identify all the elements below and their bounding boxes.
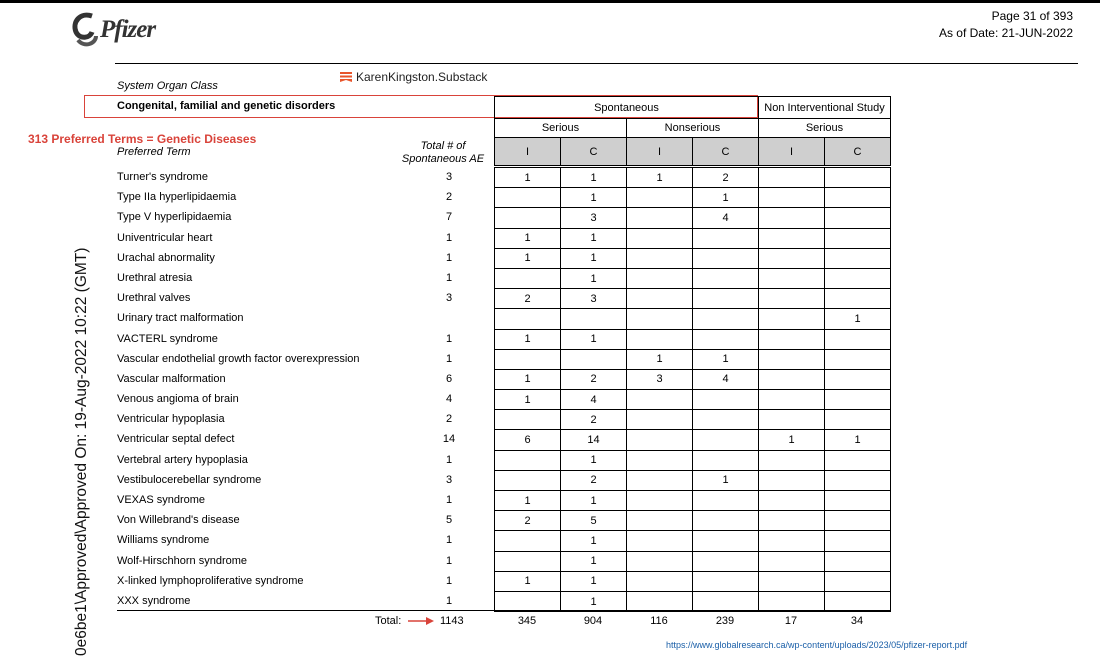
total-nis-c: 34 (850, 615, 864, 627)
count-cell (759, 349, 825, 369)
count-cell (627, 470, 693, 490)
count-cell: 2 (495, 511, 561, 531)
count-cell (693, 309, 759, 329)
col-i-header: I (495, 138, 561, 166)
count-cell: 1 (495, 491, 561, 511)
count-cell (825, 168, 891, 188)
preferred-term: Urethral valves (117, 292, 191, 305)
count-cell: 1 (495, 248, 561, 268)
pfizer-swirl-icon (70, 10, 100, 50)
col-i-header: I (627, 138, 693, 166)
substack-icon (340, 72, 352, 82)
count-cell (495, 531, 561, 551)
term-total: 4 (445, 393, 453, 406)
count-cell (759, 248, 825, 268)
watermark (340, 70, 487, 84)
header-table (494, 96, 891, 166)
count-cell: 1 (495, 329, 561, 349)
serious-header-2: Serious (759, 119, 891, 138)
count-cell: 1 (495, 369, 561, 389)
col-i-header: I (759, 138, 825, 166)
soc-label: System Organ Class (117, 80, 218, 92)
count-cell (693, 591, 759, 611)
count-cell: 1 (561, 248, 627, 268)
preferred-term: Ventricular hypoplasia (117, 413, 225, 426)
count-cell (825, 571, 891, 591)
table-row (495, 591, 891, 611)
count-cell (825, 591, 891, 611)
total-rule (117, 610, 890, 611)
count-cell: 2 (561, 410, 627, 430)
count-cell (627, 208, 693, 228)
count-cell: 1 (693, 188, 759, 208)
pfizer-logo (70, 4, 180, 56)
table-row (495, 571, 891, 591)
count-cell (627, 410, 693, 430)
count-cell (759, 268, 825, 288)
table-row (495, 470, 891, 490)
preferred-term: XXX syndrome (117, 594, 191, 607)
count-cell (627, 430, 693, 450)
term-total: 1 (445, 231, 453, 244)
count-cell: 4 (693, 369, 759, 389)
count-cell (693, 430, 759, 450)
total-nis-i: 17 (784, 615, 798, 627)
table-row (495, 430, 891, 450)
count-cell: 6 (495, 430, 561, 450)
total-row (0, 612, 1100, 632)
count-cell (495, 268, 561, 288)
total-label-line1: Total # of (420, 140, 466, 152)
table-row (495, 551, 891, 571)
table-row (495, 248, 891, 268)
count-cell (693, 228, 759, 248)
table-row (495, 168, 891, 188)
preferred-term: Univentricular heart (117, 231, 213, 244)
count-cell (495, 410, 561, 430)
total-nonserious-c: 239 (715, 615, 735, 627)
count-cell: 4 (561, 390, 627, 410)
count-cell (825, 228, 891, 248)
count-cell (627, 268, 693, 288)
count-cell (759, 390, 825, 410)
total-nonserious-i: 116 (650, 615, 668, 627)
count-cell (495, 349, 561, 369)
count-cell (825, 410, 891, 430)
term-total: 2 (445, 191, 453, 204)
count-cell: 1 (561, 268, 627, 288)
count-cell (693, 551, 759, 571)
table-row (495, 228, 891, 248)
count-cell: 3 (561, 289, 627, 309)
table-row (495, 410, 891, 430)
table-row (495, 390, 891, 410)
count-cell (495, 208, 561, 228)
count-cell (759, 491, 825, 511)
count-cell (693, 390, 759, 410)
count-cell (759, 168, 825, 188)
term-total: 1 (445, 251, 453, 264)
count-cell (759, 309, 825, 329)
count-cell (627, 390, 693, 410)
total-serious-i: 345 (517, 615, 537, 627)
logo-text: Pfizer (100, 16, 156, 43)
count-cell (825, 369, 891, 389)
count-cell (627, 188, 693, 208)
table-row (495, 309, 891, 329)
table-row (495, 369, 891, 389)
preferred-term: Vascular malformation (117, 372, 226, 385)
count-cell: 1 (561, 168, 627, 188)
term-total: 6 (445, 372, 453, 385)
count-cell (825, 329, 891, 349)
count-cell (627, 551, 693, 571)
term-total: 1 (445, 453, 453, 466)
count-cell (627, 309, 693, 329)
header-rule (115, 63, 1078, 64)
preferred-term: Type V hyperlipidaemia (117, 211, 232, 224)
count-cell (627, 491, 693, 511)
total-label: Total: (375, 615, 402, 627)
page-info (939, 8, 1073, 42)
table-row (495, 208, 891, 228)
preferred-term: Ventricular septal defect (117, 433, 235, 446)
table-row (495, 268, 891, 288)
count-cell (759, 208, 825, 228)
preferred-term-label: Preferred Term (117, 146, 191, 158)
count-cell: 3 (561, 208, 627, 228)
count-cell (693, 248, 759, 268)
watermark-text: KarenKingston.Substack (356, 70, 488, 84)
count-cell (495, 591, 561, 611)
table-row (495, 329, 891, 349)
annotation-note: 313 Preferred Terms = Genetic Diseases (28, 132, 257, 146)
count-cell: 3 (627, 369, 693, 389)
preferred-term: Williams syndrome (117, 534, 210, 547)
count-cell: 1 (561, 591, 627, 611)
table-row (495, 491, 891, 511)
preferred-term: X-linked lymphoproliferative syndrome (117, 574, 304, 587)
col-c-header: C (561, 138, 627, 166)
preferred-term: Vascular endothelial growth factor overexpression (117, 352, 360, 365)
count-cell (825, 349, 891, 369)
count-cell (627, 591, 693, 611)
preferred-term: Urachal abnormality (117, 251, 215, 264)
count-cell: 1 (495, 571, 561, 591)
top-rule (0, 0, 1100, 3)
count-cell (825, 491, 891, 511)
preferred-term: Venous angioma of brain (117, 393, 239, 406)
term-total: 3 (445, 171, 453, 183)
count-cell (825, 289, 891, 309)
preferred-term: Von Willebrand's disease (117, 514, 240, 527)
non-interventional-header: Non Interventional Study (759, 97, 891, 119)
preferred-term: Type IIa hyperlipidaemia (117, 191, 237, 204)
count-cell (627, 571, 693, 591)
count-cell: 1 (627, 349, 693, 369)
count-cell (825, 268, 891, 288)
count-cell (759, 511, 825, 531)
count-cell (825, 188, 891, 208)
as-of-date: As of Date: 21-JUN-2022 (938, 26, 1073, 40)
category-title: Congenital, familial and genetic disorders (117, 100, 336, 112)
count-cell (627, 289, 693, 309)
count-cell (627, 248, 693, 268)
count-cell (825, 551, 891, 571)
count-cell: 1 (627, 168, 693, 188)
count-cell: 1 (693, 470, 759, 490)
count-cell (627, 228, 693, 248)
count-cell (627, 450, 693, 470)
count-cell (495, 450, 561, 470)
count-cell (627, 511, 693, 531)
count-cell: 2 (561, 470, 627, 490)
count-cell (759, 531, 825, 551)
arrow-right-icon (408, 616, 434, 626)
count-cell (693, 268, 759, 288)
count-cell: 1 (693, 349, 759, 369)
term-total: 1 (445, 352, 453, 365)
page-number: Page 31 of 393 (991, 9, 1073, 23)
col-c-header: C (693, 138, 759, 166)
count-cell: 2 (495, 289, 561, 309)
count-cell (759, 188, 825, 208)
count-cell: 1 (561, 491, 627, 511)
table-row (495, 349, 891, 369)
term-total: 5 (445, 514, 453, 527)
count-cell: 1 (561, 329, 627, 349)
count-cell (825, 531, 891, 551)
table-row (495, 511, 891, 531)
preferred-term: Urinary tract malformation (117, 312, 244, 325)
count-cell: 1 (825, 430, 891, 450)
count-cell (693, 491, 759, 511)
count-cell: 4 (693, 208, 759, 228)
count-cell (495, 188, 561, 208)
count-cell (693, 571, 759, 591)
count-cell (561, 349, 627, 369)
count-cell (759, 369, 825, 389)
count-cell: 1 (561, 188, 627, 208)
count-cell (495, 309, 561, 329)
count-cell: 2 (561, 369, 627, 389)
count-cell: 1 (561, 531, 627, 551)
count-cell: 1 (561, 228, 627, 248)
count-cell (825, 511, 891, 531)
count-cell: 1 (561, 571, 627, 591)
count-cell: 5 (561, 511, 627, 531)
count-cell (759, 571, 825, 591)
term-total: 1 (445, 494, 453, 506)
count-cell: 14 (561, 430, 627, 450)
preferred-term: Urethral atresia (117, 271, 193, 284)
preferred-term: Wolf-Hirschhorn syndrome (117, 554, 248, 567)
term-total: 1 (445, 534, 453, 547)
count-cell (825, 208, 891, 228)
total-label-line2: Spontaneous AE (401, 153, 485, 165)
term-total: 1 (445, 574, 453, 587)
count-cell: 1 (561, 551, 627, 571)
serious-header: Serious (495, 119, 627, 138)
count-cell: 1 (561, 450, 627, 470)
count-cell: 1 (495, 390, 561, 410)
count-cell (561, 309, 627, 329)
preferred-term: Vestibulocerebellar syndrome (117, 473, 262, 486)
term-total: 14 (442, 433, 456, 446)
count-cell (759, 470, 825, 490)
count-cell: 1 (495, 228, 561, 248)
count-cell (825, 450, 891, 470)
preferred-term: Vertebral artery hypoplasia (117, 453, 248, 466)
term-total: 1 (445, 271, 453, 284)
count-cell: 1 (495, 168, 561, 188)
count-cell (825, 248, 891, 268)
count-cell (759, 410, 825, 430)
count-cell (759, 329, 825, 349)
table-row (495, 188, 891, 208)
count-cell (693, 329, 759, 349)
count-cell (759, 551, 825, 571)
count-cell (495, 470, 561, 490)
table-row (495, 450, 891, 470)
source-url: https://www.globalresearch.ca/wp-content/uploads/2023/05/pfizer-report.pdf (666, 640, 968, 650)
term-total: 3 (445, 473, 453, 486)
count-cell (693, 531, 759, 551)
total-serious-c: 904 (583, 615, 603, 627)
table-row (495, 531, 891, 551)
preferred-term: VACTERL syndrome (117, 332, 218, 345)
count-cell (627, 329, 693, 349)
term-total: 1 (445, 594, 453, 607)
count-cell (693, 450, 759, 470)
count-cell (693, 289, 759, 309)
spontaneous-header: Spontaneous (495, 97, 759, 119)
term-total: 1 (445, 554, 453, 567)
col-c-header: C (825, 138, 891, 166)
approval-stamp: 0e6be1\Approved\Approved On: 19-Aug-2022 10:22 (GMT) (73, 247, 90, 656)
preferred-term: Turner's syndrome (117, 171, 208, 183)
term-total: 7 (445, 211, 453, 224)
count-cell (759, 228, 825, 248)
table-row (495, 289, 891, 309)
nonserious-header: Nonserious (627, 119, 759, 138)
count-cell (627, 531, 693, 551)
counts-table (494, 167, 891, 612)
term-total: 3 (445, 292, 453, 305)
count-cell: 1 (825, 309, 891, 329)
term-total: 1 (445, 332, 453, 345)
count-cell (693, 511, 759, 531)
count-cell (825, 470, 891, 490)
count-cell (693, 410, 759, 430)
count-cell (759, 450, 825, 470)
count-cell (825, 390, 891, 410)
preferred-term: VEXAS syndrome (117, 494, 206, 506)
total-column-label (398, 140, 488, 166)
count-cell (495, 551, 561, 571)
count-cell (759, 591, 825, 611)
count-cell (759, 289, 825, 309)
term-total: 2 (445, 413, 453, 426)
count-cell: 1 (759, 430, 825, 450)
count-cell: 2 (693, 168, 759, 188)
grand-total: 1143 (440, 615, 464, 627)
